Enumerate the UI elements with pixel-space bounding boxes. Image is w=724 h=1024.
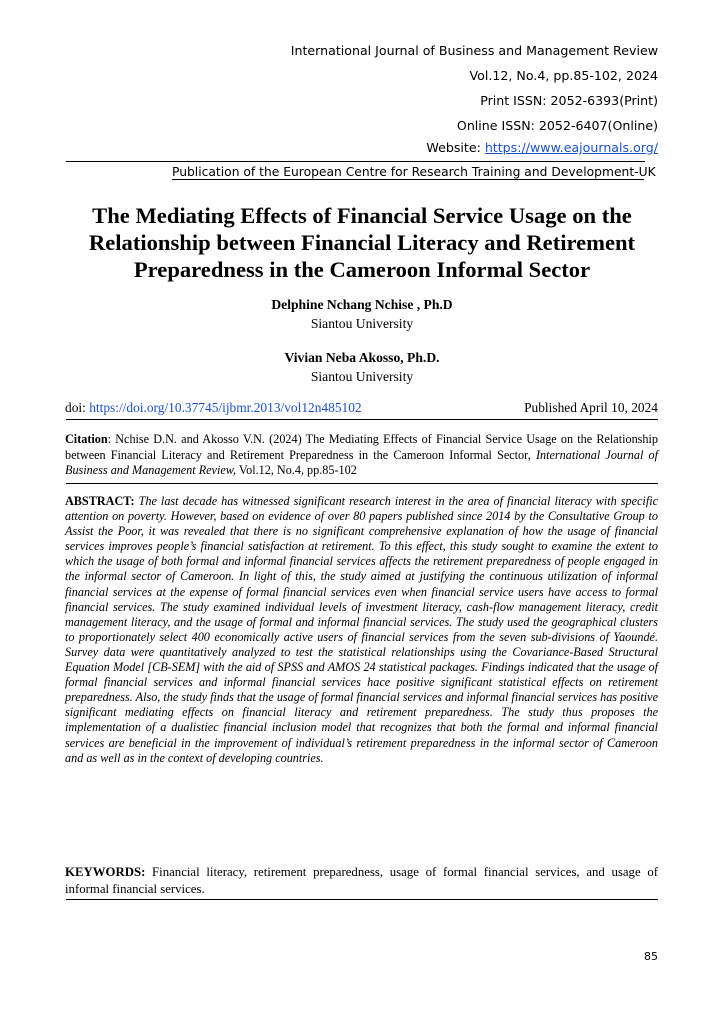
- keywords-divider: [66, 899, 658, 900]
- citation: [65, 432, 658, 479]
- author-name: Delphine Nchang Nchise , Ph.D: [271, 297, 453, 312]
- citation-tail: Vol.12, No.4, pp.85-102: [236, 463, 357, 478]
- author-1-affiliation: Siantou University: [310, 316, 414, 331]
- header-divider: [66, 161, 645, 162]
- abstract-label: ABSTRACT:: [65, 494, 135, 508]
- author-name: Vivian Neba Akosso, Ph.D.: [284, 350, 440, 365]
- volume-info: Vol.12, No.4, pp.85-102, 2024: [469, 68, 658, 83]
- publisher-line: Publication of the European Centre for Research Training and Development-UK: [172, 165, 656, 179]
- publisher-underline: [172, 179, 644, 180]
- keywords-text: Financial literacy, retirement preparedness, usage of formal financial services, and usage of informal financial services.: [65, 865, 658, 896]
- website-link[interactable]: https://www.eajournals.org/: [484, 140, 658, 155]
- doi-line: [65, 399, 658, 416]
- website-label: Website:: [426, 140, 485, 155]
- published-date: Published April 10, 2024: [524, 400, 658, 415]
- doi-link[interactable]: https://doi.org/10.37745/ijbmr.2013/vol12n485102: [89, 400, 362, 415]
- citation-text: : Nchise D.N. and Akosso V.N. (2024) The Mediating Effects of Financial Service Usage on the Relationship between Financial Literacy and Retirement Preparedness in the Cameroon Informal Sector,: [65, 432, 658, 462]
- author-2-affiliation: Siantou University: [310, 369, 414, 384]
- print-issn: Print ISSN: 2052-6393(Print): [480, 93, 658, 108]
- citation-journal: International Journal of Business and Management Review,: [65, 447, 658, 478]
- citation-divider: [66, 483, 658, 484]
- abstract: [65, 494, 658, 766]
- online-issn: Online ISSN: 2052-6407(Online): [456, 118, 658, 133]
- keywords: [65, 864, 658, 897]
- article-title: The Mediating Effects of Financial Service Usage on the Relationship between Financial Literacy and Retirement Preparedness in the Cameroon Informal Sector: [88, 203, 636, 282]
- doi-label: doi:: [65, 400, 90, 415]
- abstract-text: The last decade has witnessed significant research interest in the area of financial literacy with specific attention on poverty. However, based on evidence of over 80 papers published since 2014 by the Consultative Group to Assist the Poor, it was revealed that there is no significant comprehensive explanation of how the usage of financial services improves people’s financial satisfaction at retirement. To this effect, this study sought to examine the extent to which the usage of both formal and informal financial services affects the retirement preparedness of people engaged in the informal sector of Cameroon. In light of this, the study aimed at justifying the continuous utilization of informal financial services at the expense of formal financial services even when financial service users have access to formal financial services. The study examined individual levels of investment literacy, cash-flow management literacy, credit management literacy, and the usage of formal and informal financial services. The study used the geographical clusters to proportionately select 400 economically active users of financial services from the seven sub-divisions of Yaoundé. Survey data were quantitatively analyzed to test the statistical relationships using the Covariance-Based Structural Equation Model [CB-SEM] with the aid of SPSS and AMOS 24 statistical packages. Findings indicated that the usage of formal financial services and informal financial services hace positive significant statistical effects on retirement preparedness. Also, the study finds that the usage of formal financial services and informal financial services has positive significant mediating effects on financial literacy and retirement preparedness. The study thus proposes the implementation of a dualistiec financial inclusion model that recognizes that both the formal and informal financial services are beneficial in the improvement of individual’s retirement preparedness in the informal sector of Cameroon and as well as in the context of developing countries.: [65, 494, 658, 765]
- author-2-name: [0, 349, 724, 366]
- doi-divider: [66, 419, 658, 420]
- website-line: [426, 140, 658, 156]
- author-1-name: [0, 296, 724, 313]
- citation-label: Citation: [65, 432, 108, 446]
- page-number: 85: [644, 950, 658, 963]
- keywords-label: KEYWORDS:: [65, 865, 146, 879]
- journal-name: International Journal of Business and Management Review: [290, 43, 658, 58]
